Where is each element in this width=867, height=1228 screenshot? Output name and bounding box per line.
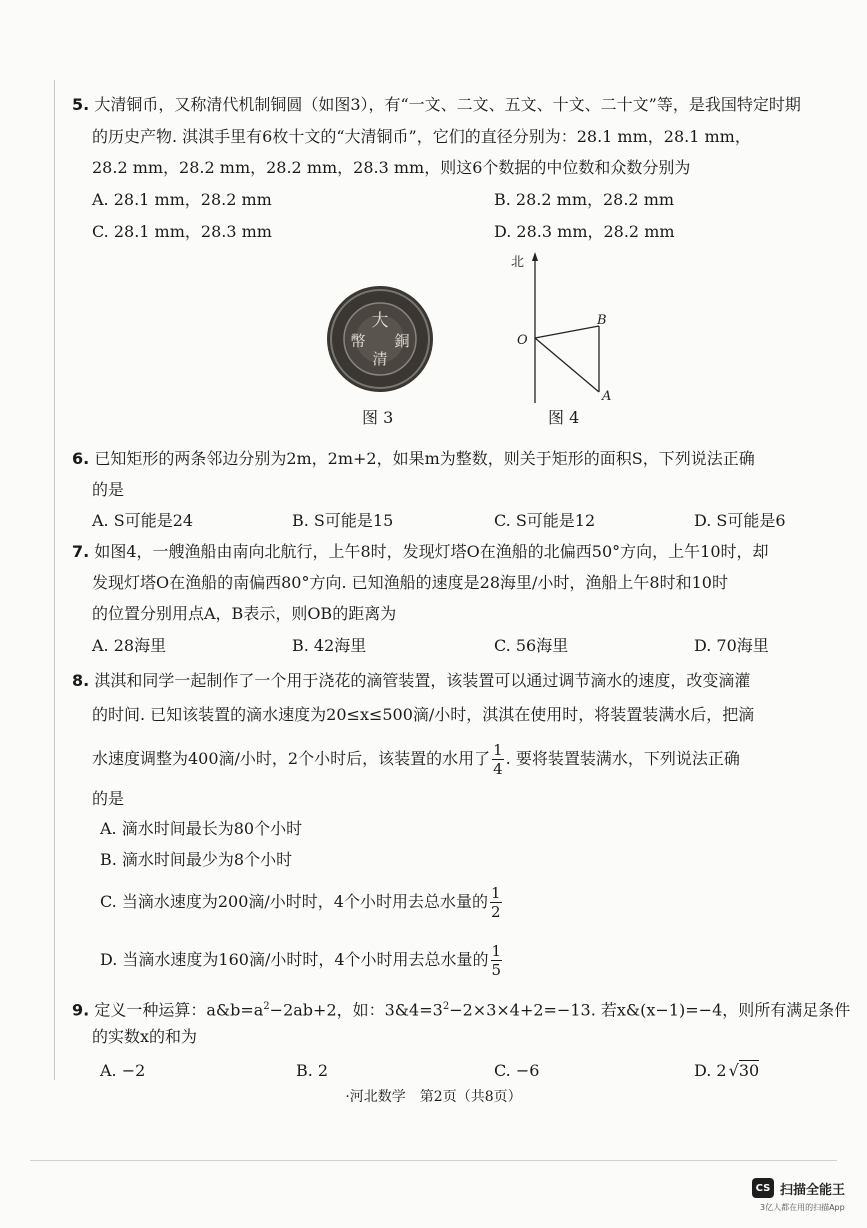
q9-superscript-1: 2 — [263, 1001, 270, 1012]
fraction-numerator: 1 — [493, 741, 503, 759]
q6-line2: 的是 — [92, 480, 125, 499]
q7-line2: 发现灯塔O在渔船的南偏西80°方向. 已知渔船的速度是28海里/小时，渔船上午8时和10时 — [92, 573, 728, 592]
q8-option-a: A. 滴水时间最长为80个小时 — [100, 819, 303, 838]
north-label: 北 — [511, 255, 525, 270]
q5-line3: 28.2 mm，28.2 mm，28.2 mm，28.3 mm，则这6个数据的中位数和众数分别为 — [92, 158, 691, 177]
fraction-denominator: 2 — [490, 903, 501, 921]
q5-text-1: 大清铜币，又称清代机制铜圆（如图3），有“一文、二文、五文、十文、二十文”等，是我国特定时期 — [94, 95, 801, 114]
q5-option-a: A. 28.1 mm，28.2 mm — [92, 190, 272, 209]
q9-option-d-prefix: D. 2 — [694, 1061, 727, 1080]
fraction-denominator: 4 — [493, 760, 503, 778]
q8-option-c-fraction — [490, 884, 502, 921]
q9-option-b: B. 2 — [296, 1061, 329, 1080]
q8-line1 — [72, 670, 750, 692]
coin-char-top: 大 — [371, 311, 389, 331]
q9-option-d-radicand: 30 — [738, 1061, 760, 1080]
camscanner-slogan: 3亿人都在用的扫描App — [760, 1203, 845, 1212]
camscanner-logo-icon: CS — [752, 1178, 774, 1198]
q8-option-d-text: D. 当滴水速度为160滴/小时时，4个小时用去总水量的 — [100, 950, 489, 969]
q8-line4: 的是 — [92, 789, 125, 808]
page-fold-line — [54, 80, 55, 1080]
q7-option-a: A. 28海里 — [92, 636, 167, 655]
figure-3-caption: 图 3 — [362, 408, 394, 427]
q8-text-3a: 水速度调整为400滴/小时，2个小时后，该装置的水用了 — [92, 749, 491, 768]
q9-option-d — [694, 1060, 759, 1082]
fraction-numerator: 1 — [491, 942, 502, 960]
radical-icon: √ — [728, 1061, 739, 1080]
page-footer: ·河北数学 第2页（共8页） — [345, 1089, 522, 1105]
q9-line1 — [72, 996, 850, 1021]
fraction-denominator: 5 — [491, 961, 502, 979]
point-o-label: O — [517, 333, 528, 348]
point-b-label: B — [597, 313, 607, 328]
q7-line1 — [72, 541, 769, 563]
q9-option-a: A. −2 — [100, 1061, 146, 1080]
q8-text-3b: . 要将装置装满水，下列说法正确 — [505, 749, 740, 768]
coin-char-left: 幣 — [350, 332, 366, 350]
q6-option-b: B. S可能是15 — [292, 511, 394, 530]
q5-line2: 的历史产物. 淇淇手里有6枚十文的“大清铜币”，它们的直径分别为：28.1 mm，28.1 mm， — [92, 127, 751, 146]
q9-text-1a: 定义一种运算：a&b=a — [94, 1000, 264, 1020]
q8-fraction-quarter — [492, 741, 504, 778]
q7-text-1: 如图4，一艘渔船由南向北航行，上午8时，发现灯塔O在渔船的北偏西50°方向，上午10时，却 — [94, 542, 769, 561]
q8-line3 — [92, 740, 740, 778]
coin-char-bottom: 清 — [372, 350, 388, 368]
coin-char-right: 銅 — [394, 332, 410, 350]
q8-option-d-fraction — [491, 942, 503, 979]
q8-option-c — [100, 882, 504, 922]
fraction-numerator: 1 — [490, 884, 501, 902]
q9-option-c: C. −6 — [494, 1061, 540, 1080]
q9-superscript-2: 2 — [442, 1001, 450, 1012]
q6-line1 — [72, 448, 755, 470]
q5-number: 5. — [72, 95, 90, 114]
q6-option-d: D. S可能是6 — [694, 511, 786, 530]
q8-line2: 的时间. 已知该装置的滴水速度为20≤x≤500滴/小时，淇淇在使用时，将装置装满水后，把滴 — [92, 705, 755, 724]
q7-option-c: C. 56海里 — [494, 636, 569, 655]
figure-3-coin — [310, 284, 450, 394]
q5-option-d: D. 28.3 mm，28.2 mm — [494, 222, 675, 241]
q9-text-1b: −2ab+2，如：3&4=3 — [269, 1000, 443, 1020]
q6-text-1: 已知矩形的两条邻边分别为2m，2m+2，如果m为整数，则关于矩形的面积S，下列说法正确 — [94, 449, 755, 468]
q7-option-b: B. 42海里 — [292, 636, 367, 655]
q6-option-c: C. S可能是12 — [494, 511, 596, 530]
figure-4-caption: 图 4 — [548, 408, 580, 427]
point-a-label: A — [602, 389, 612, 404]
q8-option-c-text: C. 当滴水速度为200滴/小时时，4个小时用去总水量的 — [100, 892, 488, 911]
q9-line2: 的实数x的和为 — [92, 1027, 198, 1046]
q9-number: 9. — [72, 1000, 90, 1020]
q9-text-1c: −2×3×4+2=−13. 若x&(x−1)=−4，则所有满足条件 — [449, 1000, 851, 1020]
q7-option-d: D. 70海里 — [694, 636, 769, 655]
segment-oa — [535, 338, 599, 392]
q6-number: 6. — [72, 449, 90, 468]
scan-divider — [30, 1160, 837, 1161]
q7-line3: 的位置分别用点A，B表示，则OB的距离为 — [92, 604, 397, 623]
q8-option-d — [100, 940, 504, 980]
q8-option-b: B. 滴水时间最少为8个小时 — [100, 850, 293, 869]
q5-line1 — [72, 94, 801, 116]
camscanner-name: 扫描全能王 — [780, 1182, 846, 1198]
q8-text-1: 淇淇和同学一起制作了一个用于浇花的滴管装置，该装置可以通过调节滴水的速度，改变滴灌 — [94, 671, 751, 690]
q5-option-b: B. 28.2 mm，28.2 mm — [494, 190, 675, 209]
q8-number: 8. — [72, 671, 90, 690]
camscanner-watermark — [752, 1176, 845, 1200]
q5-option-c: C. 28.1 mm，28.3 mm — [92, 222, 272, 241]
segment-ob — [535, 326, 599, 338]
figure-4-diagram — [505, 248, 625, 408]
q7-number: 7. — [72, 542, 90, 561]
q6-option-a: A. S可能是24 — [92, 511, 194, 530]
